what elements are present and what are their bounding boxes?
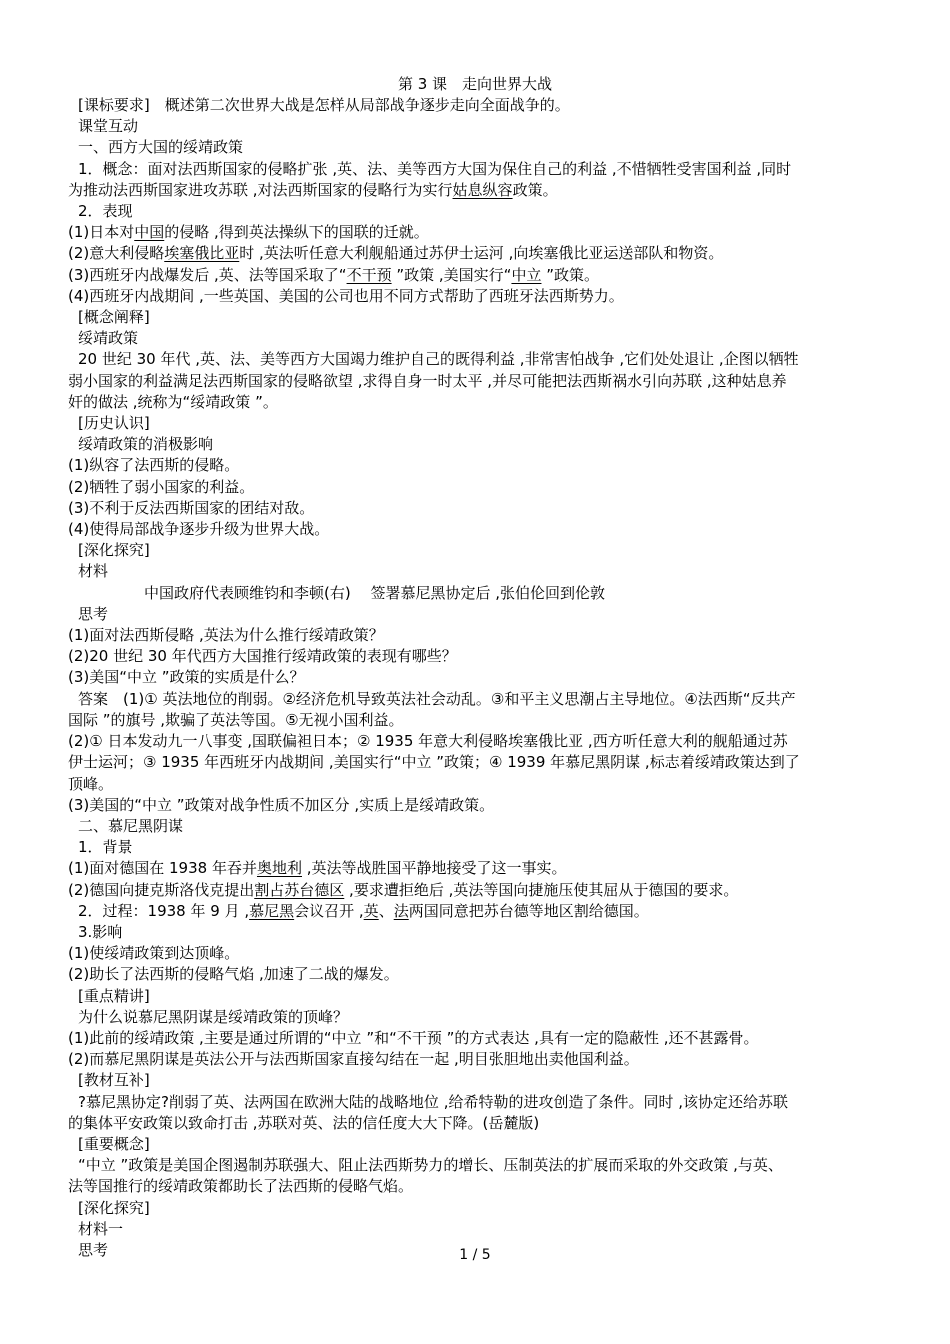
text-line <box>68 731 884 752</box>
text-line <box>68 1198 884 1219</box>
text-line <box>68 837 884 858</box>
text-span: (1)日本对 <box>68 223 135 242</box>
text-span: 国际 ”的旗号 ,欺骗了英法等国。⑤无视小国利益。 <box>68 710 404 729</box>
text-span: 奸的做法 ,统称为“绥靖政策 ”。 <box>68 392 278 411</box>
text-span: 的集体平安政策以致命打击 ,苏联对英、法的信任度大大下降。(岳麓版) <box>68 1113 540 1132</box>
text-span: 思考 <box>78 604 109 623</box>
text-span: 1．背景 <box>78 838 133 857</box>
text-line <box>68 561 884 582</box>
text-span: 伊士运河；③ 1935 年西班牙内战期间 ,美国实行“中立 ”政策；④ 1939 年慕尼黑阴谋 ,标志着绥靖政策达到了 <box>68 753 800 772</box>
text-span: (2)德国向捷克斯洛伐克提出 <box>68 880 255 899</box>
text-line <box>68 646 884 667</box>
text-span: 材料一 <box>78 1219 124 1238</box>
text-line <box>68 477 884 498</box>
text-span: [重点精讲] <box>78 986 150 1005</box>
text-span: [课标要求] 概述第二次世界大战是怎样从局部战争逐步走向全面战争的。 <box>78 96 570 114</box>
text-span: (2)意大利侵略 <box>68 244 165 263</box>
text-span: 法等国推行的绥靖政策都助长了法西斯的侵略气焰。 <box>68 1177 414 1196</box>
underlined-text: 割占 <box>254 880 285 899</box>
text-line <box>68 137 884 158</box>
text-line <box>68 1176 884 1197</box>
text-span: 20 世纪 30 年代 ,英、法、美等西方大国竭力维护自己的既得利益 ,非常害怕战争 ,它们处处退让 ,企图以牺牲 <box>78 350 799 369</box>
text-line <box>68 583 884 604</box>
text-line <box>68 498 884 519</box>
text-line <box>68 116 884 137</box>
text-line <box>68 816 884 837</box>
text-span: 2．过程：1938 年 9 月 , <box>78 901 250 920</box>
text-line <box>68 986 884 1007</box>
text-line <box>68 328 884 349</box>
text-span: (2)20 世纪 30 年代西方大国推行绥靖政策的表现有哪些？ <box>68 647 457 666</box>
text-line <box>68 1092 884 1113</box>
text-span: [深化探究] <box>78 541 150 560</box>
text-line <box>68 540 884 561</box>
text-span: ”政策 ,美国实行“ <box>391 265 512 284</box>
text-line <box>68 95 884 116</box>
text-line <box>68 774 884 795</box>
text-span: 绥靖政策的消极影响 <box>78 435 214 454</box>
text-span: 材料 <box>78 562 109 581</box>
text-line <box>68 1007 884 1028</box>
underlined-text: 中立 <box>511 265 542 284</box>
text-span: (1)纵容了法西斯的侵略。 <box>68 456 240 475</box>
text-line <box>68 901 884 922</box>
text-line <box>68 625 884 646</box>
text-span: 二、慕尼黑阴谋 <box>78 816 184 835</box>
text-line <box>68 519 884 540</box>
page-title: 第 3 课 走向世界大战 <box>397 75 553 93</box>
text-line <box>68 1028 884 1049</box>
text-line <box>68 795 884 816</box>
text-line <box>68 1219 884 1240</box>
underlined-text: 姑息纵容 <box>452 180 513 199</box>
text-line <box>68 180 884 201</box>
text-span: 1．概念：面对法西斯国家的侵略扩张 ,英、法、美等西方大国为保住自己的利益 ,不惜牺牲受害国利益 ,同时 <box>78 159 792 178</box>
text-line <box>68 371 884 392</box>
text-line <box>68 413 884 434</box>
text-span: ”政策。 <box>541 265 599 284</box>
text-line <box>68 1070 884 1091</box>
text-span: ,英法等战胜国平静地接受了这一事实。 <box>301 859 567 878</box>
text-line <box>68 1134 884 1155</box>
text-span: 为推动法西斯国家进攻苏联 ,对法西斯国家的侵略行为实行 <box>68 180 453 199</box>
text-span: 2．表现 <box>78 202 133 221</box>
text-line <box>68 222 884 243</box>
text-line <box>68 265 884 286</box>
text-span: 时 ,英法听任意大利舰船通过苏伊士运河 ,向埃塞俄比亚运送部队和物资。 <box>239 244 724 263</box>
text-line <box>68 159 884 180</box>
text-line <box>68 943 884 964</box>
text-line <box>68 667 884 688</box>
text-span: 课堂互动 <box>78 117 139 136</box>
text-line <box>68 964 884 985</box>
text-span: 顶峰。 <box>68 774 114 793</box>
text-span: (2)① 日本发动九一八事变 ,国联偏袒日本；② 1935 年意大利侵略埃塞俄比亚 ,西方听任意大利的舰船通过苏 <box>68 732 788 751</box>
text-span: ?慕尼黑协定?削弱了英、法两国在欧洲大陆的战略地位 ,给希特勒的进攻创造了条件。同时 ,该协定还给苏联 <box>78 1092 788 1111</box>
text-span: (2)助长了法西斯的侵略气焰 ,加速了二战的爆发。 <box>68 965 399 984</box>
text-span: (3)美国“中立 ”政策的实质是什么？ <box>68 668 305 687</box>
text-span: 为什么说慕尼黑阴谋是绥靖政策的顶峰？ <box>78 1007 349 1026</box>
text-span: (2)牺牲了弱小国家的利益。 <box>68 477 255 496</box>
text-line <box>68 201 884 222</box>
text-span: 中国政府代表顾维钧和李顿(右) 签署慕尼黑协定后 ,张伯伦回到伦敦 <box>144 583 606 602</box>
text-line <box>68 858 884 879</box>
underlined-text: 奥地利 <box>256 859 302 878</box>
page-number: 1 / 5 <box>459 1247 491 1263</box>
text-span: 答案 (1)① 英法地位的削弱。②经济危机导致英法社会动乱。③和平主义思潮占主导地位。④法西斯“反共产 <box>78 689 796 708</box>
text-span: 思考 <box>78 1240 109 1259</box>
text-span: 会议召开 , <box>294 901 364 920</box>
text-span: [深化探究] <box>78 1198 150 1217</box>
underlined-text: 埃塞俄比亚 <box>164 244 240 263</box>
text-span: [概念阐释] <box>78 308 150 327</box>
text-span: 的侵略 ,得到英法操纵下的国联的迁就。 <box>164 223 429 242</box>
text-line <box>68 604 884 625</box>
text-span: (1)使绥靖政策到达顶峰。 <box>68 944 240 963</box>
document-body <box>68 95 884 1261</box>
text-span: “中立 ”政策是美国企图遏制苏联强大、阻止法西斯势力的增长、压制英法的扩展而采取的外交政策 ,与英、 <box>78 1156 783 1175</box>
text-span: 3.影响 <box>78 922 123 941</box>
text-span: (1)面对德国在 1938 年吞并 <box>68 859 257 878</box>
text-line <box>68 752 884 773</box>
underlined-text: 英 <box>363 901 379 920</box>
text-span: (1)此前的绥靖政策 ,主要是通过所谓的“中立 ”和“不干预 ”的方式表达 ,具有一定的隐蔽性 ,还不甚露骨。 <box>68 1028 759 1047</box>
text-span: (3)西班牙内战爆发后 ,英、法等国采取了“ <box>68 265 347 284</box>
underlined-text: 苏台德区 <box>284 880 345 899</box>
text-line <box>68 307 884 328</box>
text-line <box>68 434 884 455</box>
text-line <box>68 286 884 307</box>
text-line <box>68 349 884 370</box>
text-line <box>68 1155 884 1176</box>
text-span: (3)美国的“中立 ”政策对战争性质不加区分 ,实质上是绥靖政策。 <box>68 795 495 814</box>
text-span: ,要求遭拒绝后 ,英法等国向捷施压使其屈从于德国的要求。 <box>344 880 739 899</box>
text-line <box>68 922 884 943</box>
underlined-text: 中国 <box>134 223 165 242</box>
text-line <box>68 243 884 264</box>
underlined-text: 法 <box>393 901 409 920</box>
text-line <box>68 880 884 901</box>
text-span: [重要概念] <box>78 1134 150 1153</box>
text-span: (4)西班牙内战期间 ,一些英国、美国的公司也用不同方式帮助了西班牙法西斯势力。 <box>68 286 624 305</box>
text-span: 绥靖政策 <box>78 329 139 348</box>
underlined-text: 慕尼黑 <box>249 901 295 920</box>
underlined-text: 不干预 <box>346 265 392 284</box>
text-span: (1)面对法西斯侵略 ,英法为什么推行绥靖政策？ <box>68 626 384 645</box>
text-span: [教材互补] <box>78 1071 150 1090</box>
text-span: 弱小国家的利益满足法西斯国家的侵略欲望 ,求得自身一时太平 ,并尽可能把法西斯祸水引向苏联 ,这种姑息养 <box>68 371 787 390</box>
text-span: 一、西方大国的绥靖政策 <box>78 138 244 157</box>
text-span: [历史认识] <box>78 414 150 433</box>
text-line <box>68 689 884 710</box>
text-line <box>68 392 884 413</box>
text-line <box>68 1049 884 1070</box>
text-line <box>68 710 884 731</box>
text-span: 政策。 <box>512 180 558 199</box>
text-span: (2)而慕尼黑阴谋是英法公开与法西斯国家直接勾结在一起 ,明目张胆地出卖他国利益。 <box>68 1050 639 1069</box>
text-line <box>68 1113 884 1134</box>
text-span: 两国同意把苏台德等地区割给德国。 <box>408 901 649 920</box>
text-span: 、 <box>378 901 394 920</box>
text-span: (3)不利于反法西斯国家的团结对敌。 <box>68 498 315 517</box>
text-line <box>68 455 884 476</box>
text-span: (4)使得局部战争逐步升级为世界大战。 <box>68 520 330 539</box>
